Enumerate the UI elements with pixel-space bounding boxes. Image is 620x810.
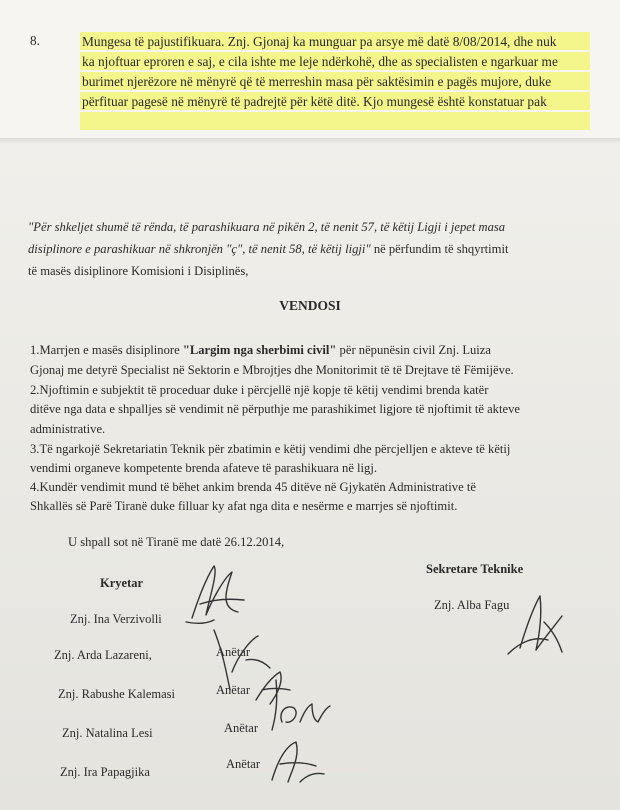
decision-2-line-1: 2.Njoftimin e subjektit të proceduar duke i përcjellë një kopje të këtij vendimi brenda katër xyxy=(30,383,489,397)
decision-2-line-2: ditëve nga data e shpalljes së vendimit në përputhje me parashikimet ligjore të njoftimit të akteve xyxy=(30,402,520,416)
signature-member-4 xyxy=(272,742,324,782)
item8-line-4: përfituar pagesë në mënyrë të padrejtë për këtë ditë. Kjo mungesë është konstatuar pak xyxy=(82,94,547,109)
member-2-name: Znj. Rabushe Kalemasi xyxy=(58,687,175,701)
preamble-line-2-rest: në përfundim të shqyrtimit xyxy=(370,242,509,256)
signature-member-2 xyxy=(256,672,290,730)
member-1-name: Znj. Arda Lazareni, xyxy=(54,648,152,662)
item-number: 8. xyxy=(30,33,40,48)
signature-secretary xyxy=(508,596,562,654)
preamble-line-2-italic: disiplinore e parashikuar në shkronjën "ç", të nenit 58, të këtij ligji" xyxy=(28,242,371,256)
chair-name: Znj. Ina Verzivolli xyxy=(70,612,162,626)
decision-1-bold: "Largim nga sherbimi civil" xyxy=(182,343,337,357)
decision-1-end: për nëpunësin civil Znj. Luiza xyxy=(336,343,491,357)
decision-4-line-1: 4.Kundër vendimit mund të bëhet ankim brenda 45 ditëve në Gjykatën Administrative të xyxy=(30,480,476,494)
member-2-role: Anëtar xyxy=(216,683,251,697)
chair-title: Kryetar xyxy=(100,576,144,590)
signature-chair xyxy=(186,566,244,623)
decision-2-line-3: administrative. xyxy=(30,422,106,436)
member-3-name: Znj. Natalina Lesi xyxy=(62,726,153,740)
item8-line-3: burimet njerëzore në mënyrë që të merreshin masa për saktësimin e pagës mujore, duke xyxy=(82,74,552,89)
member-3-role: Anëtar xyxy=(224,721,259,735)
signature-member-1 xyxy=(214,630,270,690)
secretary-title: Sekretare Teknike xyxy=(426,562,524,576)
preamble-line-1: "Për shkeljet shumë të rënda, të parashikuara në pikën 2, të nenit 57, të këtij Ligji i jepet masa xyxy=(28,220,506,234)
item8-line-1: Mungesa të pajustifikuara. Znj. Gjonaj ka munguar pa arsye më datë 8/08/2014, dhe nuk xyxy=(82,34,557,49)
item8-line-2: ka njoftuar eproren e saj, e cila ishte me leje ndërkohë, dhe as specialisten e ngarkuar me xyxy=(82,54,558,69)
decision-3-line-2: vendimi organeve kompetente brenda afateve të parashikuara në ligj. xyxy=(30,461,377,475)
place-date: U shpall sot në Tiranë me datë 26.12.2014, xyxy=(68,535,285,549)
secretary-name: Znj. Alba Fagu xyxy=(434,598,510,612)
decision-heading: VENDOSI xyxy=(279,298,341,313)
signature-member-3 xyxy=(281,704,330,722)
member-4-role: Anëtar xyxy=(226,757,261,771)
decision-1-line-2: Gjonaj me detyrë Specialist në Sektorin e Mbrojtjes dhe Monitorimit të të Drejtave të Fëmijëve. xyxy=(30,363,514,377)
decision-3-line-1: 3.Të ngarkojë Sekretariatin Teknik për zbatimin e këtij vendimi dhe përcjelljen e akteve të këtij xyxy=(30,442,511,456)
preamble-line-3: të masës disiplinore Komisioni i Disiplinës, xyxy=(28,264,249,278)
decision-1-start: 1.Marrjen e masës disiplinore xyxy=(30,343,183,357)
member-4-name: Znj. Ira Papagjika xyxy=(60,765,150,779)
decision-4-line-2: Shkallës së Parë Tiranë duke filluar ky afat nga dita e nesërme e marrjes së njoftimit. xyxy=(30,499,458,513)
member-1-role: Anëtar xyxy=(216,645,251,659)
